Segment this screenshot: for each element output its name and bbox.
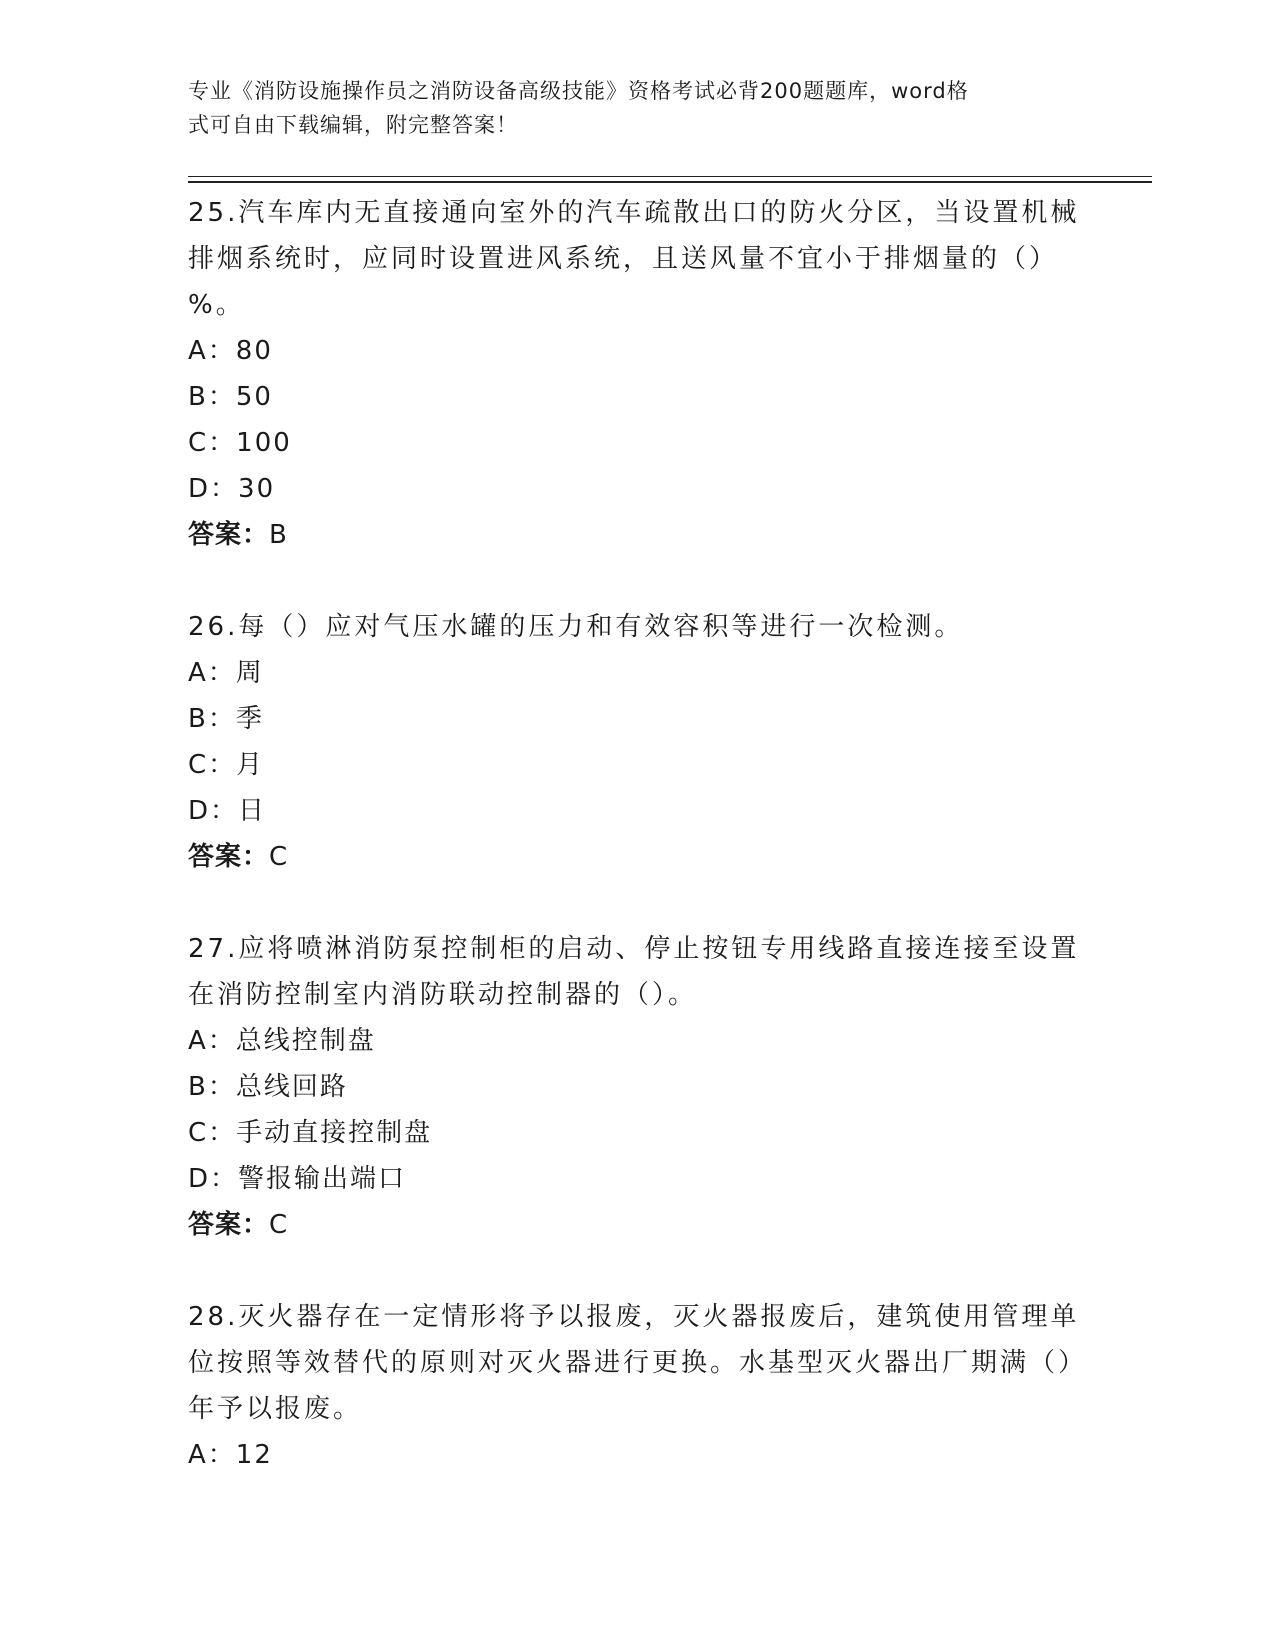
option-a: A：总线控制盘	[188, 1026, 376, 1056]
answer-value: C	[269, 842, 289, 872]
answer-line	[188, 512, 1088, 558]
answer-line	[188, 834, 1088, 880]
option-d: D：警报输出端口	[188, 1164, 407, 1194]
option-c: C：月	[188, 750, 265, 780]
option-b: B：季	[188, 704, 264, 734]
header-divider-thin	[188, 176, 1152, 177]
option-d: D：30	[188, 474, 276, 504]
answer-label: 答案：	[188, 842, 270, 872]
question-list	[188, 190, 1088, 1524]
option-b: B：总线回路	[188, 1072, 348, 1102]
answer-label: 答案：	[188, 520, 270, 550]
document-header	[188, 74, 1068, 142]
option-a: A：80	[188, 336, 273, 366]
question-stem: 26.每（）应对气压水罐的压力和有效容积等进行一次检测。	[188, 612, 964, 642]
option-a: A：周	[188, 658, 264, 688]
answer-value: B	[269, 520, 288, 550]
option-b: B：50	[188, 382, 273, 412]
question-stem: 25.汽车库内无直接通向室外的汽车疏散出口的防火分区，当设置机械排烟系统时，应同时设置进风系统，且送风量不宜小于排烟量的（）%。	[188, 198, 1080, 320]
option-c: C：手动直接控制盘	[188, 1118, 433, 1148]
question-25	[188, 190, 1088, 558]
question-27	[188, 926, 1088, 1248]
question-26	[188, 604, 1088, 880]
option-c: C：100	[188, 428, 292, 458]
answer-value: C	[269, 1210, 289, 1240]
answer-label: 答案：	[188, 1210, 270, 1240]
option-a: A：12	[188, 1440, 273, 1470]
header-line-2: 式可自由下载编辑，附完整答案！	[188, 113, 518, 137]
header-line-1: 专业《消防设施操作员之消防设备高级技能》资格考试必背200题题库，word格	[188, 79, 969, 103]
option-d: D：日	[188, 796, 267, 826]
question-stem: 27.应将喷淋消防泵控制柜的启动、停止按钮专用线路直接连接至设置在消防控制室内消防联动控制器的（）。	[188, 934, 1080, 1010]
answer-line	[188, 1202, 1088, 1248]
question-28	[188, 1294, 1088, 1478]
question-stem: 28.灭火器存在一定情形将予以报废，灭火器报废后，建筑使用管理单位按照等效替代的原则对灭火器进行更换。水基型灭火器出厂期满（）年予以报废。	[188, 1302, 1088, 1424]
header-divider-thick	[188, 181, 1152, 183]
